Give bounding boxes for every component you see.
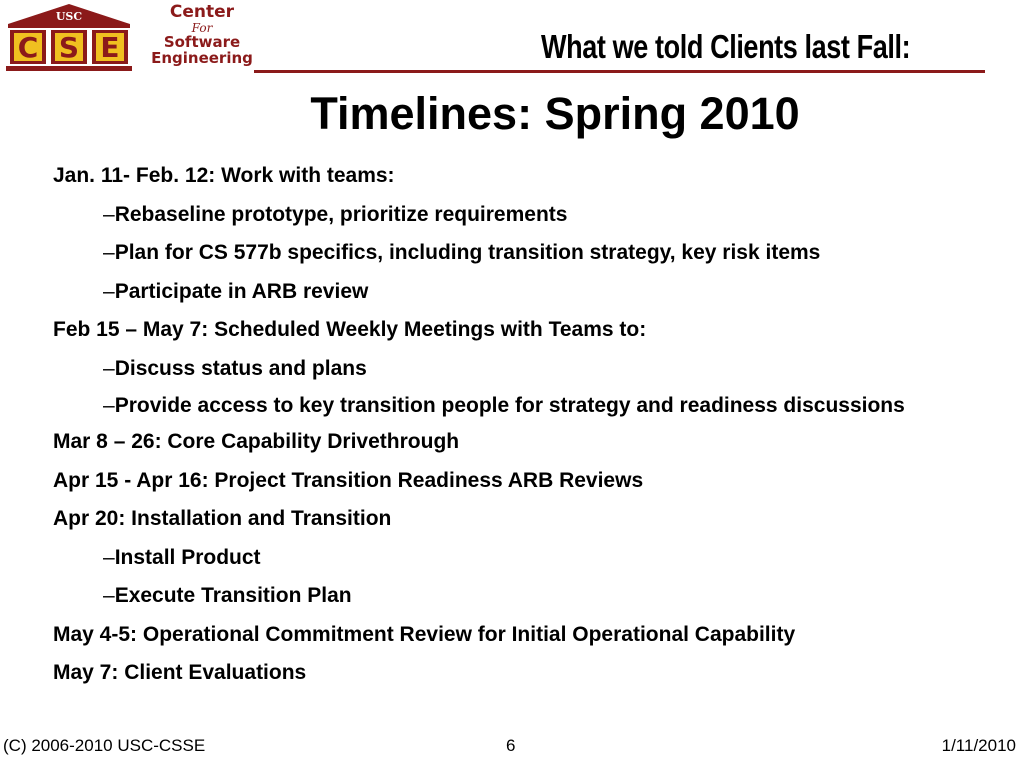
logo-for-text: For (191, 21, 213, 35)
sub-list-item (53, 582, 993, 621)
sub-list-item-text: Provide access to key transition people for strategy and readiness discussions (114, 394, 905, 417)
usc-label: USC (55, 10, 83, 23)
logo-letter-e: E (100, 31, 120, 64)
list-item-text: Apr 15 - Apr 16: Project Transition Readiness ARB Reviews (53, 468, 644, 492)
dash-bullet: – (103, 202, 115, 226)
list-item (53, 428, 993, 467)
sub-list-item-text: Discuss status and plans (114, 356, 367, 380)
dash-bullet: – (103, 279, 115, 303)
logo-center-text: Center (169, 2, 235, 22)
logo-wordmark (144, 2, 260, 66)
footer-page-number: 6 (506, 736, 516, 755)
sub-list-item (53, 544, 993, 583)
logo-letter-c: C (17, 31, 39, 64)
header-title: What we told Clients last Fall: (540, 28, 910, 65)
list-item-text: Mar 8 – 26: Core Capability Drivethrough (53, 430, 460, 453)
list-item (53, 162, 993, 201)
sub-list-item (53, 201, 993, 240)
footer-copyright: (C) 2006-2010 USC-CSSE (3, 736, 206, 755)
list-item-text: Jan. 11- Feb. 12: Work with teams: (53, 164, 395, 187)
dash-bullet: – (103, 584, 115, 607)
logo-letter-s: S (58, 31, 80, 64)
sub-list-item (53, 391, 993, 421)
csse-building-icon (4, 2, 134, 74)
list-item-text: Feb 15 – May 7: Scheduled Weekly Meetings with Teams to: (53, 318, 647, 341)
sub-list-item-text: Install Product (114, 545, 261, 569)
sub-list-item-text: Plan for CS 577b specifics, including transition strategy, key risk items (114, 241, 821, 264)
logo-software-text: Software (163, 33, 241, 51)
list-item-text: May 7: Client Evaluations (53, 661, 307, 684)
list-item-text: Apr 20: Installation and Transition (53, 507, 392, 530)
sub-list-item-text: Execute Transition Plan (114, 584, 352, 607)
list-item (53, 505, 993, 544)
footer-date: 1/11/2010 (941, 736, 1016, 755)
csse-logo (4, 2, 256, 74)
list-item (53, 659, 993, 698)
dash-bullet: – (103, 356, 115, 380)
list-item (53, 621, 993, 660)
sub-list-item-text: Participate in ARB review (114, 279, 369, 303)
list-item-text: May 4-5: Operational Commitment Review for Initial Operational Capability (53, 622, 796, 646)
header-divider (254, 70, 985, 73)
dash-bullet: – (103, 241, 115, 264)
sub-list-item (53, 278, 993, 317)
list-item (53, 316, 993, 355)
sub-list-item-text: Rebaseline prototype, prioritize requirements (114, 202, 568, 226)
sub-list-item (53, 239, 993, 278)
sub-list-item (53, 355, 993, 394)
timeline-list (53, 162, 993, 698)
dash-bullet: – (103, 545, 115, 569)
logo-engineering-text: Engineering (151, 49, 253, 67)
list-item (53, 467, 993, 506)
slide-title: Timelines: Spring 2010 (310, 88, 800, 139)
dash-bullet: – (103, 394, 115, 417)
